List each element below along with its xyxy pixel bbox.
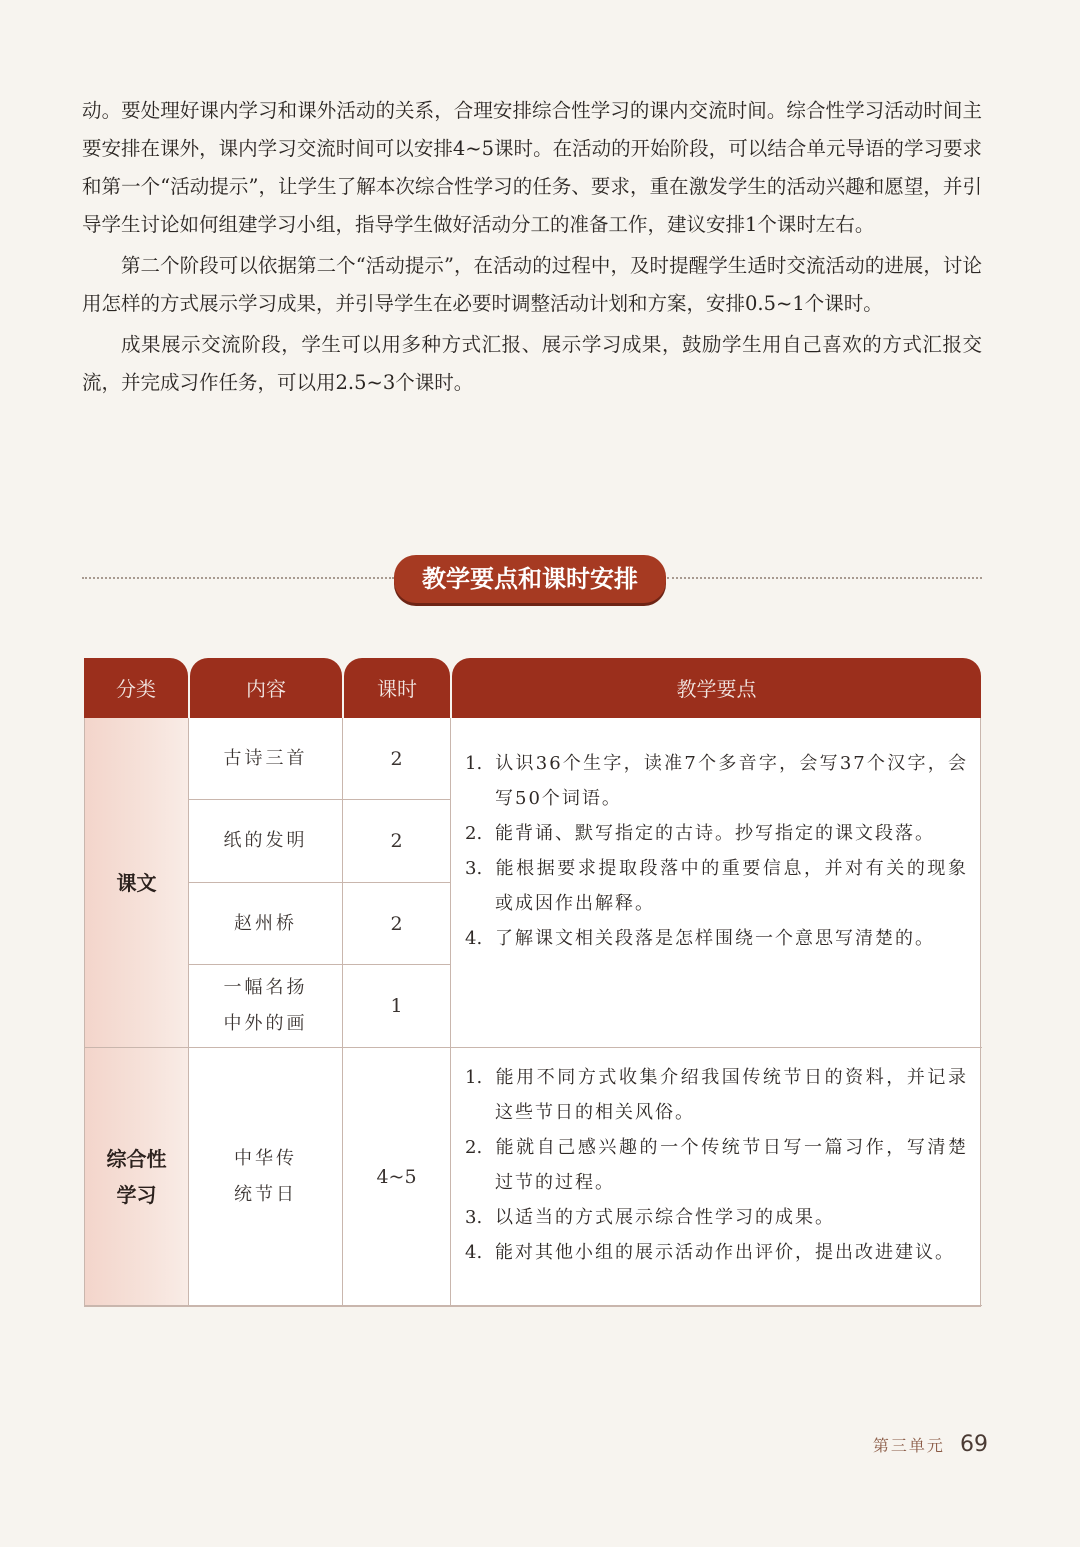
point-item: [465, 746, 968, 816]
point-item: [465, 921, 968, 956]
header-points: 教学要点: [452, 658, 981, 718]
section-title: 教学要点和课时安排: [394, 555, 666, 603]
body-text: [82, 92, 982, 402]
point-item: [465, 1130, 968, 1200]
paragraph-1: 动。要处理好课内学习和课外活动的关系，合理安排综合性学习的课内交流时间。综合性学习活动时间主要安排在课外，课内学习交流时间可以安排4~5课时。在活动的开始阶段，可以结合单元导语的学习要求和第一个“活动提示”，让学生了解本次综合性学习的任务、要求，重在激发学生的活动兴趣和愿望，并引导学生讨论如何组建学习小组，指导学生做好活动分工的准备工作，建议安排1个课时左右。: [82, 99, 982, 236]
point-number: 3.: [465, 858, 483, 879]
point-number: 2.: [465, 823, 483, 844]
point-text: 能对其他小组的展示活动作出评价，提出改进建议。: [495, 1242, 955, 1263]
point-item: [465, 1235, 968, 1270]
points-cell: [451, 1048, 982, 1306]
hours-cell: 1: [343, 965, 451, 1048]
point-text: 能根据要求提取段落中的重要信息，并对有关的现象或成因作出解释。: [495, 858, 968, 914]
point-text: 认识36个生字，读准7个多音字，会写37个汉字，会写50个词语。: [495, 753, 968, 809]
points-list: [465, 1060, 968, 1270]
table-header: [84, 658, 981, 718]
category-line: 学习: [116, 1182, 157, 1207]
point-item: [465, 1060, 968, 1130]
point-text: 能就自己感兴趣的一个传统节日写一篇习作，写清楚过节的过程。: [495, 1137, 968, 1193]
point-item: [465, 851, 968, 921]
point-item: [465, 816, 968, 851]
point-number: 1.: [465, 753, 483, 774]
hours-cell: 2: [343, 800, 451, 883]
category-cell-integrated: [85, 1048, 189, 1306]
lesson-plan-table: [84, 658, 981, 1307]
point-text: 能背诵、默写指定的古诗。抄写指定的课文段落。: [495, 823, 935, 844]
content-line: 统节日: [234, 1183, 297, 1205]
header-hours: 课时: [344, 658, 450, 718]
section-heading: [82, 555, 982, 605]
content-line: 一幅名扬: [223, 977, 308, 998]
point-text: 了解课文相关段落是怎样围绕一个意思写清楚的。: [495, 928, 935, 949]
point-number: 4.: [465, 928, 483, 949]
table-body: [84, 718, 981, 1307]
point-text: 以适当的方式展示综合性学习的成果。: [495, 1207, 835, 1228]
header-category: 分类: [84, 658, 188, 718]
content-line: 中外的画: [223, 1013, 308, 1034]
point-item: [465, 1200, 968, 1235]
category-line: 综合性: [106, 1146, 167, 1171]
point-number: 4.: [465, 1242, 483, 1263]
paragraph-3: 成果展示交流阶段，学生可以用多种方式汇报、展示学习成果，鼓励学生用自己喜欢的方式汇报交流，并完成习作任务，可以用2.5~3个课时。: [82, 333, 982, 394]
point-text: 能用不同方式收集介绍我国传统节日的资料，并记录这些节日的相关风俗。: [495, 1067, 968, 1123]
hours-cell: 2: [343, 718, 451, 800]
page-number: 69: [960, 1432, 988, 1457]
unit-label: 第三单元: [872, 1436, 945, 1455]
content-cell: 纸的发明: [189, 800, 343, 883]
content-cell: [189, 1048, 343, 1306]
hours-cell: 2: [343, 883, 451, 965]
content-cell: [189, 965, 343, 1048]
points-list: [465, 746, 968, 956]
paragraph-2: 第二个阶段可以依据第二个“活动提示”，在活动的过程中，及时提醒学生适时交流活动的进展，讨论用怎样的方式展示学习成果，并引导学生在必要时调整活动计划和方案，安排0.5~1个课时。: [82, 254, 982, 315]
content-cell: 古诗三首: [189, 718, 343, 800]
dotted-rule-right: [667, 577, 982, 579]
content-line: 中华传: [234, 1147, 297, 1169]
category-cell-texts: 课文: [85, 718, 189, 1048]
point-number: 1.: [465, 1067, 483, 1088]
point-number: 3.: [465, 1207, 483, 1228]
dotted-rule-left: [82, 577, 394, 579]
hours-cell: 4~5: [343, 1048, 451, 1306]
points-cell: [451, 718, 982, 1048]
point-number: 2.: [465, 1137, 483, 1158]
content-cell: 赵州桥: [189, 883, 343, 965]
page-footer: [873, 1432, 988, 1457]
header-content: 内容: [190, 658, 342, 718]
